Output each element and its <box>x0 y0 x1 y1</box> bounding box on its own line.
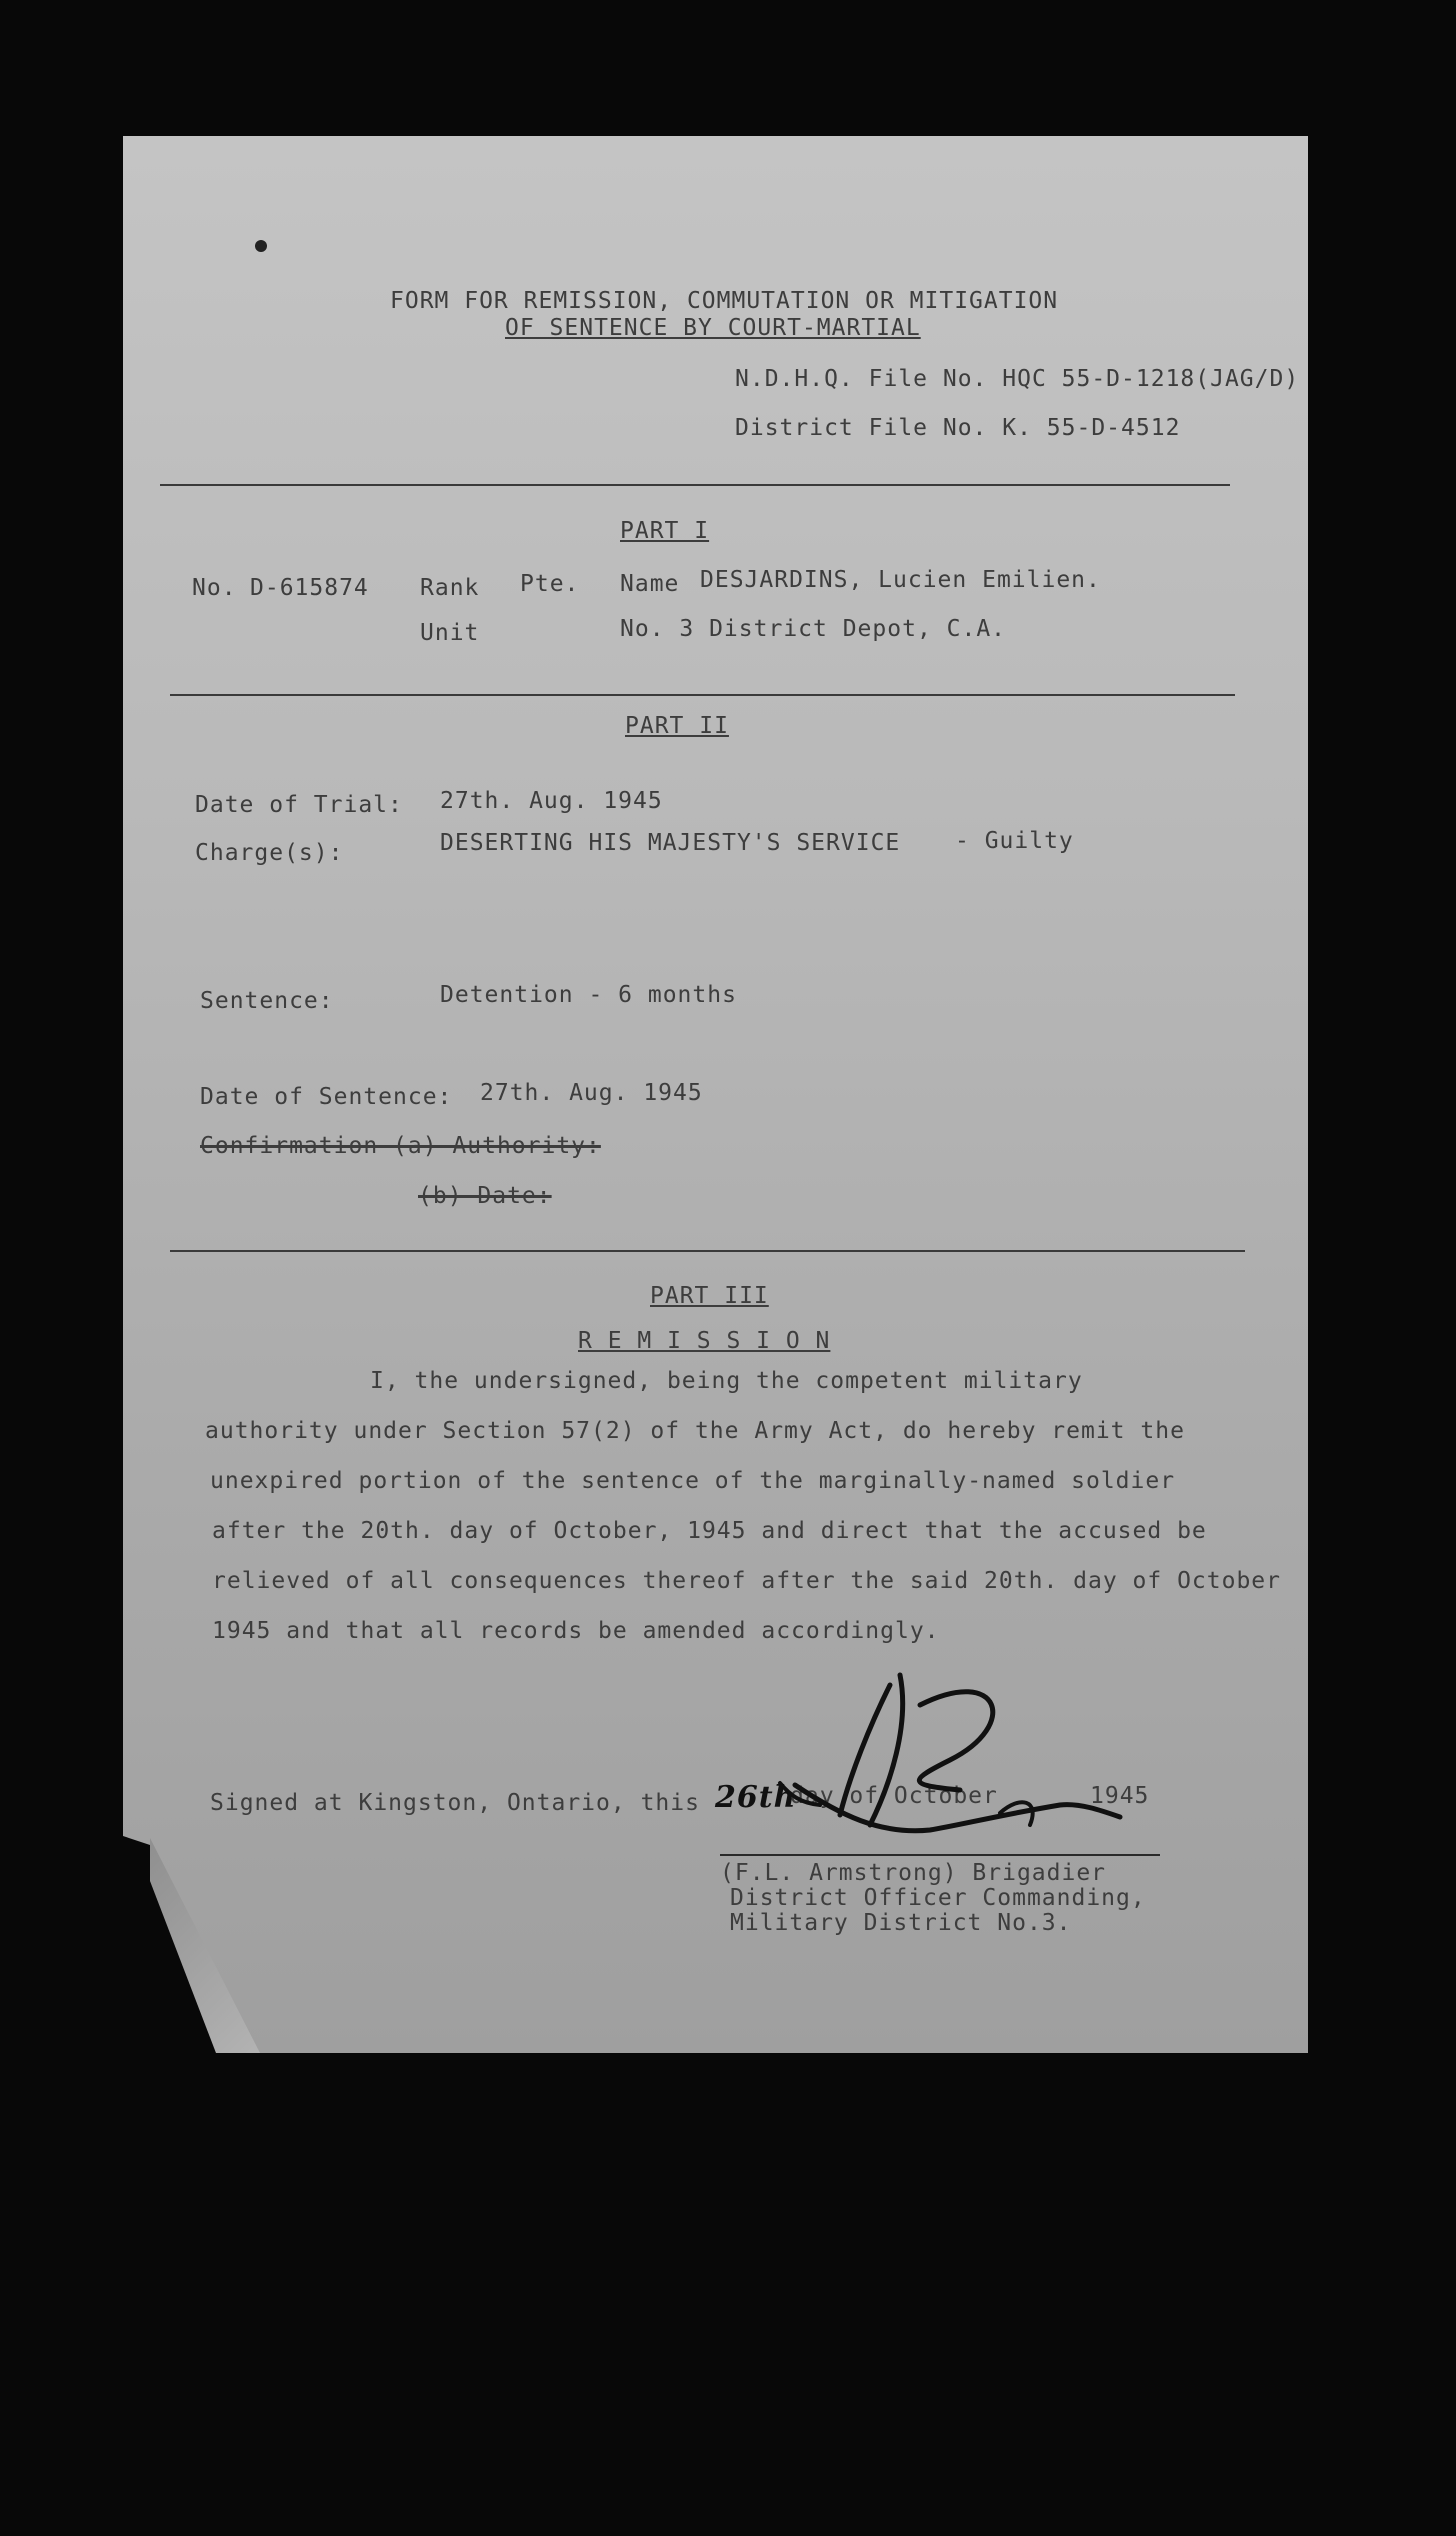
part2-heading: PART II <box>625 713 729 739</box>
day-of-month-text: day of October <box>790 1783 998 1809</box>
brigadier-signature <box>700 1665 1170 1865</box>
signatory-name: (F.L. Armstrong) Brigadier <box>720 1860 1107 1886</box>
remission-body-line: unexpired portion of the sentence of the marginally-named soldier <box>210 1468 1176 1494</box>
name-value: DESJARDINS, Lucien Emilien. <box>700 567 1101 593</box>
remission-body-line: authority under Section 57(2) of the Army Act, do hereby remit the <box>205 1418 1185 1444</box>
remission-body-line: I, the undersigned, being the competent military <box>370 1368 1083 1394</box>
punch-mark <box>255 240 267 252</box>
divider-2 <box>170 694 1235 696</box>
remission-heading: R E M I S S I O N <box>578 1328 831 1354</box>
ndhq-file-number: N.D.H.Q. File No. HQC 55-D-1218(JAG/D) <box>735 366 1300 392</box>
confirmation-authority-label: Confirmation (a) Authority: <box>200 1133 601 1159</box>
remission-body-line: after the 20th. day of October, 1945 and direct that the accused be <box>212 1518 1207 1544</box>
divider-3 <box>170 1250 1245 1252</box>
confirmation-date-label: (b) Date: <box>418 1183 552 1209</box>
date-of-sentence-value: 27th. Aug. 1945 <box>480 1080 703 1106</box>
date-of-sentence-label: Date of Sentence: <box>200 1084 453 1110</box>
sentence-value: Detention - 6 months <box>440 982 737 1008</box>
charges-value: DESERTING HIS MAJESTY'S SERVICE <box>440 830 901 856</box>
signatory-title: District Officer Commanding, <box>730 1885 1146 1911</box>
date-of-trial-value: 27th. Aug. 1945 <box>440 788 663 814</box>
day-handwritten: 26th <box>715 1780 797 1815</box>
signed-year: 1945 <box>1090 1783 1150 1809</box>
remission-body-line: 1945 and that all records be amended accordingly. <box>212 1618 940 1644</box>
service-no-value: D-615874 <box>250 575 369 601</box>
divider-1 <box>160 484 1230 486</box>
part1-heading: PART I <box>620 518 710 544</box>
rank-value: Pte. <box>520 571 580 597</box>
remission-body-line: relieved of all consequences thereof after the said 20th. day of October <box>212 1568 1281 1594</box>
rank-label: Rank <box>420 575 480 601</box>
unit-label: Unit <box>420 620 480 646</box>
sentence-label: Sentence: <box>200 988 334 1014</box>
signatory-district: Military District No.3. <box>730 1910 1072 1936</box>
service-no-label: No. <box>192 575 237 601</box>
date-of-trial-label: Date of Trial: <box>195 792 403 818</box>
form-title-line2: OF SENTENCE BY COURT-MARTIAL <box>505 315 921 341</box>
form-title-line1: FORM FOR REMISSION, COMMUTATION OR MITIGATION <box>390 288 1059 314</box>
signed-at-text: Signed at Kingston, Ontario, this <box>210 1790 700 1816</box>
charges-finding: - Guilty <box>955 828 1074 854</box>
district-file-number: District File No. K. 55-D-4512 <box>735 415 1181 441</box>
unit-value: No. 3 District Depot, C.A. <box>620 616 1007 642</box>
name-label: Name <box>620 571 680 597</box>
part3-heading: PART III <box>650 1283 769 1309</box>
charges-label: Charge(s): <box>195 840 344 866</box>
